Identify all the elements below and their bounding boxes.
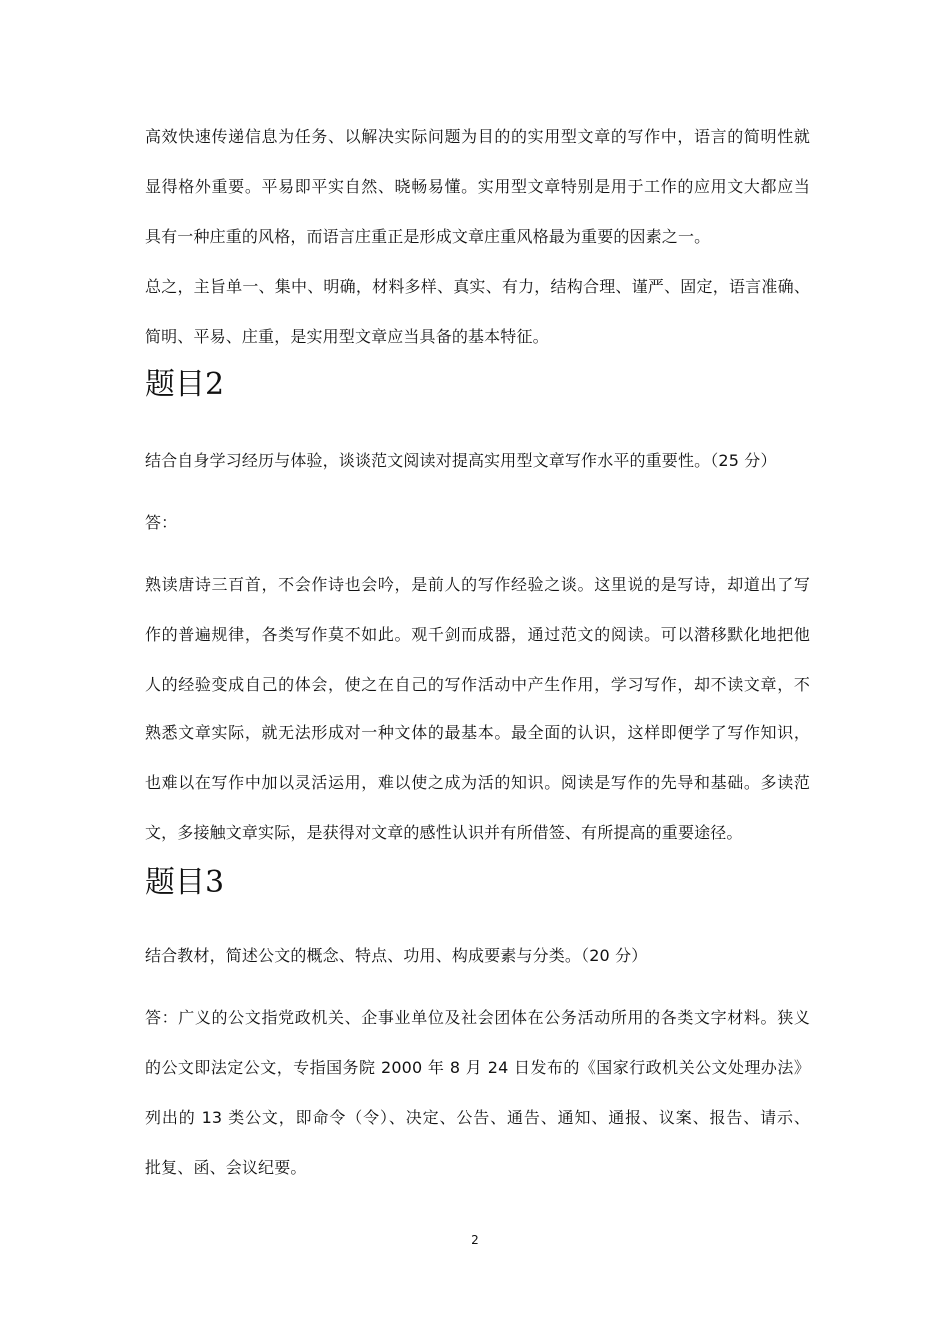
answer-label: 答： <box>145 513 178 532</box>
answer-line: 熟读唐诗三百首，不会作诗也会吟，是前人的写作经验之谈。这里说的是写诗，却道出了写 <box>145 575 810 594</box>
paragraph-line: 具有一种庄重的风格，而语言庄重正是形成文章庄重风格最为重要的因素之一。 <box>145 227 711 246</box>
heading-number: 2 <box>205 367 225 402</box>
answer-line: 作的普遍规律，各类写作莫不如此。观千剑而成器，通过范文的阅读。可以潜移默化地把他 <box>145 625 810 644</box>
answer-line: 的公文即法定公文，专指国务院 2000 年 8 月 24 日发布的《国家行政机关公文处理办法》 <box>145 1058 810 1077</box>
question-3-heading <box>145 865 224 901</box>
paragraph-line: 显得格外重要。平易即平实自然、晓畅易懂。实用型文章特别是用于工作的应用文大都应当 <box>145 177 810 196</box>
answer-line: 答：广义的公文指党政机关、企事业单位及社会团体在公务活动所用的各类文字材料。狭义 <box>145 1008 810 1027</box>
answer-line: 人的经验变成自己的体会，使之在自己的写作活动中产生作用，学习写作，却不读文章，不 <box>145 675 810 694</box>
paragraph-line: 总之，主旨单一、集中、明确，材料多样、真实、有力，结构合理、谨严、固定，语言准确、 <box>145 277 810 296</box>
heading-number: 3 <box>205 865 225 900</box>
question-2-prompt: 结合自身学习经历与体验，谈谈范文阅读对提高实用型文章写作水平的重要性。（25 分） <box>145 451 777 470</box>
question-2-heading <box>145 367 224 403</box>
heading-word: 题目 <box>145 367 205 402</box>
heading-word: 题目 <box>145 865 205 900</box>
answer-line: 批复、函、会议纪要。 <box>145 1158 307 1177</box>
paragraph-line: 简明、平易、庄重，是实用型文章应当具备的基本特征。 <box>145 327 549 346</box>
page-number: 2 <box>471 1233 479 1247</box>
answer-line: 熟悉文章实际，就无法形成对一种文体的最基本。最全面的认识，这样即便学了写作知识， <box>145 723 810 742</box>
answer-line: 文，多接触文章实际，是获得对文章的感性认识并有所借签、有所提高的重要途径。 <box>145 823 743 842</box>
answer-line: 列出的 13 类公文，即命令（令）、决定、公告、通告、通知、通报、议案、报告、请示、 <box>145 1108 810 1127</box>
answer-line: 也难以在写作中加以灵活运用，难以使之成为活的知识。阅读是写作的先导和基础。多读范 <box>145 773 810 792</box>
paragraph-line: 高效快速传递信息为任务、以解决实际问题为目的的实用型文章的写作中，语言的简明性就 <box>145 127 810 146</box>
question-3-prompt: 结合教材，简述公文的概念、特点、功用、构成要素与分类。（20 分） <box>145 946 648 965</box>
